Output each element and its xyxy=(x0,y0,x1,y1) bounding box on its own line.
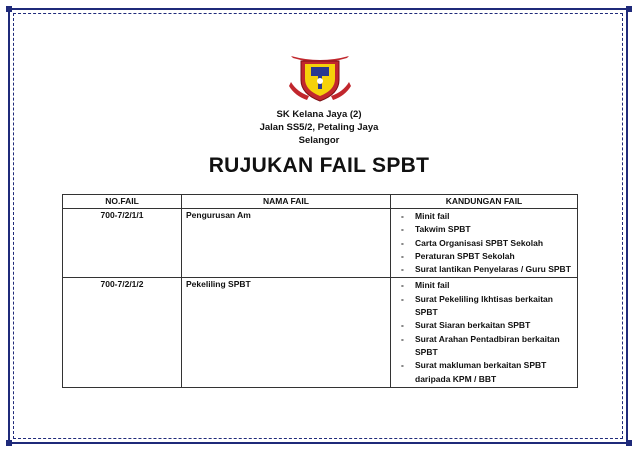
content-item: - Minit fail xyxy=(399,279,573,292)
table-row xyxy=(63,209,578,278)
border-corner xyxy=(626,440,632,446)
file-number: 700-7/2/1/1 xyxy=(63,209,182,278)
content-item: - Surat makluman berkaitan SPBT daripada KPM / BBT xyxy=(399,359,573,386)
table-header-row xyxy=(63,195,578,209)
header-kandungan-fail: KANDUNGAN FAIL xyxy=(391,195,578,209)
border-corner xyxy=(6,440,12,446)
school-address-line2: Selangor xyxy=(298,135,340,146)
content-item: - Surat lantikan Penyelaras / Guru SPBT xyxy=(399,263,573,276)
content-item: - Surat Arahan Pentadbiran berkaitan SPBT xyxy=(399,333,573,360)
content-item: - Carta Organisasi SPBT Sekolah xyxy=(399,237,573,250)
header-no-fail: NO.FAIL xyxy=(63,195,182,209)
school-name: SK Kelana Jaya (2) xyxy=(276,109,362,120)
content-item: - Surat Siaran berkaitan SPBT xyxy=(399,319,573,332)
content-item: - Surat Pekeliling Ikhtisas berkaitan SPBT xyxy=(399,293,573,320)
file-contents xyxy=(391,209,578,278)
content-item: - Peraturan SPBT Sekolah xyxy=(399,250,573,263)
content-list xyxy=(399,279,573,385)
school-address-line1: Jalan SS5/2, Petaling Jaya xyxy=(259,122,379,133)
file-name: Pengurusan Am xyxy=(182,209,391,278)
border-corner xyxy=(6,6,12,12)
content-list xyxy=(399,210,573,276)
content-item: - Minit fail xyxy=(399,210,573,223)
file-contents xyxy=(391,278,578,387)
content-item: - Takwim SPBT xyxy=(399,223,573,236)
school-crest-icon xyxy=(289,52,351,104)
document-title: RUJUKAN FAIL SPBT xyxy=(208,154,430,177)
school-info xyxy=(0,108,638,147)
table-row xyxy=(63,278,578,387)
file-number: 700-7/2/1/2 xyxy=(63,278,182,387)
file-name: Pekeliling SPBT xyxy=(182,278,391,387)
file-reference-table xyxy=(62,194,578,388)
border-corner xyxy=(626,6,632,12)
header-nama-fail: NAMA FAIL xyxy=(182,195,391,209)
